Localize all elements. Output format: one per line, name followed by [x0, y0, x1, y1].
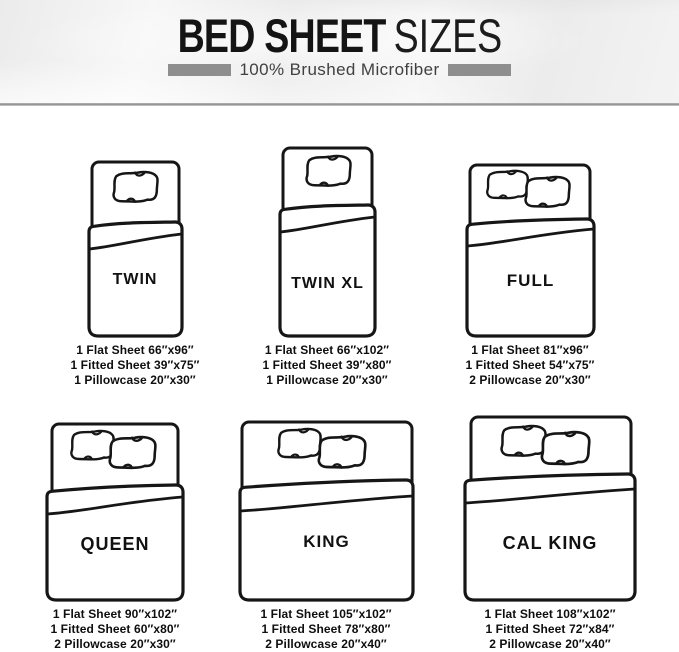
title-strong: BED SHEET — [177, 9, 386, 62]
spec-line: 1 Flat Sheet 108″x102″ — [484, 607, 616, 621]
spec-line: 1 Flat Sheet 105″x102″ — [260, 607, 392, 621]
spec-line: 2 Pillowcase 20″x30″ — [54, 637, 176, 651]
pillow-icon — [487, 171, 528, 198]
bed-specs-queen — [17, 607, 213, 652]
bed-card-twin-xl — [229, 140, 425, 388]
bed-illustration — [238, 420, 415, 602]
pillow-icon — [110, 437, 156, 468]
bed-diagram-king — [227, 408, 425, 602]
bed-size-label: QUEEN — [80, 534, 150, 554]
spec-line: 1 Flat Sheet 66″x102″ — [264, 343, 390, 357]
bed-specs-cal-king — [445, 607, 655, 652]
spec-line: 1 Pillowcase 20″x30″ — [74, 373, 196, 387]
subtitle-bar-right-icon — [448, 64, 511, 76]
pillow-icon — [71, 431, 113, 460]
subtitle-text: 100% Brushed Microfiber — [239, 60, 440, 79]
bed-size-label: FULL — [506, 271, 554, 290]
bed-diagram-twin — [37, 140, 233, 338]
bed-card-queen — [17, 408, 213, 652]
spec-line: 1 Pillowcase 20″x30″ — [266, 373, 388, 387]
bed-specs-king — [227, 607, 425, 652]
spec-line: 1 Fitted Sheet 54″x75″ — [465, 358, 595, 372]
spec-line: 1 Fitted Sheet 39″x75″ — [70, 358, 200, 372]
spec-line: 2 Pillowcase 20″x40″ — [265, 637, 387, 651]
spec-line: 1 Flat Sheet 81″x96″ — [471, 343, 589, 357]
bed-diagram-queen — [17, 408, 213, 602]
spec-line: 1 Flat Sheet 66″x96″ — [76, 343, 194, 357]
bed-card-twin — [37, 140, 233, 388]
spec-line: 1 Fitted Sheet 39″x80″ — [262, 358, 392, 372]
header-divider — [0, 103, 679, 106]
spec-line: 1 Fitted Sheet 60″x80″ — [50, 622, 180, 636]
pillow-icon — [306, 156, 350, 186]
bed-illustration — [45, 422, 185, 602]
spec-line: 1 Flat Sheet 90″x102″ — [52, 607, 178, 621]
bed-specs-twin — [37, 343, 233, 388]
spec-line: 2 Pillowcase 20″x40″ — [489, 637, 611, 651]
bed-card-cal-king — [445, 408, 655, 652]
bed-illustration — [86, 160, 184, 338]
bed-specs-twin-xl — [229, 343, 425, 388]
bed-illustration — [463, 415, 637, 602]
bed-size-label: KING — [302, 532, 350, 551]
bed-size-label: CAL KING — [502, 533, 598, 553]
pillow-icon — [318, 436, 364, 467]
title-thin: SIZES — [393, 9, 502, 62]
pillow-icon — [525, 177, 569, 207]
header-band — [0, 0, 679, 103]
pillow-icon — [278, 429, 320, 458]
bed-card-king — [227, 408, 425, 652]
spec-line: 1 Fitted Sheet 72″x84″ — [485, 622, 615, 636]
bed-size-label: TWIN — [112, 271, 158, 288]
bed-diagram-full — [427, 140, 633, 338]
pillow-icon — [502, 426, 546, 456]
bed-illustration — [278, 146, 377, 338]
pillow-icon — [114, 172, 158, 202]
page-title — [0, 8, 679, 63]
pillow-icon — [542, 432, 589, 464]
spec-line: 2 Pillowcase 20″x30″ — [469, 373, 591, 387]
bed-specs-full — [427, 343, 633, 388]
subtitle-row — [0, 60, 679, 80]
subtitle-bar-left-icon — [168, 64, 231, 76]
bed-diagram-twin-xl — [229, 140, 425, 338]
bed-card-full — [427, 140, 633, 388]
bed-diagram-cal-king — [445, 408, 655, 602]
spec-line: 1 Fitted Sheet 78″x80″ — [261, 622, 391, 636]
bed-illustration — [465, 162, 596, 338]
bed-size-label: TWIN XL — [290, 275, 364, 292]
